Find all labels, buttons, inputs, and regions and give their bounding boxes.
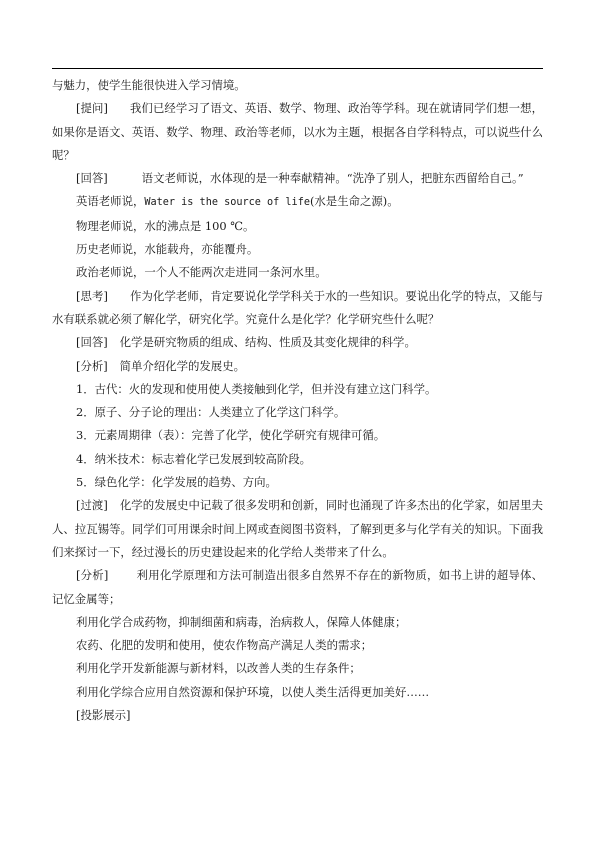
physics-teacher-line: 物理老师说，水的沸点是 100 ℃。 (76, 218, 255, 233)
section-label: [回答] (76, 335, 108, 350)
projection-label (52, 704, 543, 727)
paragraph: 与魅力，使学生能很快进入学习情境。 (52, 78, 246, 92)
history-teacher-line: 历史老师说，水能载舟，亦能覆舟。 (76, 242, 259, 257)
document-body (52, 74, 543, 727)
section-label: [回答] (76, 171, 108, 186)
answer-paragraph: [回答] 语文老师说，水体现的是一种奉献精神。“洗净了别人，把脏东西留给自己。” (76, 171, 524, 186)
list-item: 利用化学合成药物，抑制细菌和病毒，治病救人，保障人体健康； (76, 614, 407, 629)
list-item: 3．元素周期律（表）：完善了化学，使化学研究有规律可循。 (76, 428, 386, 443)
transition-paragraph: [过渡] 化学的发展史中记载了很多发明和创新，同时也涌现了许多杰出的化学家，如居里夫人、拉瓦锡等。同学们可用课余时间上网或查阅图书资料，了解到更多与化学有关的知识。下面我们来探讨一下，经过漫长的历史建设起来的化学给人类带来了什么。 (52, 498, 543, 559)
list-item: 2．原子、分子论的理出：人类建立了化学这门科学。 (76, 405, 346, 420)
list-item: 利用化学开发新能源与新材料，以改善人类的生存条件； (76, 661, 361, 676)
section-label: [提问] (76, 101, 108, 116)
list-item: 利用化学综合应用自然资源和保护环境，以使人类生活得更加美好…… (76, 684, 430, 699)
section-label: [投影展示] (76, 708, 131, 723)
list-item: 4．纳米技术：标志着化学已发展到较高阶段。 (76, 451, 312, 466)
analysis-paragraph: [分析] 利用化学原理和方法可制造出很多自然界不存在的新物质，如书上讲的超导体、记忆金属等； (52, 568, 543, 606)
english-quote: Water is the source of life (144, 197, 310, 209)
section-label: [思考] (76, 288, 108, 303)
section-label: [过渡] (76, 498, 108, 513)
section-label: [分析] (76, 358, 108, 373)
header-rule (52, 68, 543, 69)
list-item: 农药、化肥的发明和使用，使农作物高产满足人类的需求； (76, 638, 373, 653)
list-item: 1．古代：火的发现和使用使人类接触到化学，但并没有建立这门科学。 (76, 381, 437, 396)
section-label: [分析] (76, 568, 109, 583)
politics-teacher-line: 政治老师说，一个人不能两次走进同一条河水里。 (76, 265, 327, 280)
english-teacher-line: 英语老师说，Water is the source of life(水是生命之源)。 (76, 194, 399, 209)
answer-paragraph: [回答] 化学是研究物质的组成、结构、性质及其变化规律的科学。 (76, 335, 416, 350)
thinking-paragraph: [思考] 作为化学老师，肯定要说化学学科关于水的一些知识。要说出化学的特点，又能与水有联系就必须了解化学，研究化学。究竟什么是化学？化学研究些什么呢？ (52, 288, 543, 326)
list-item: 5．绿色化学：化学发展的趋势、方向。 (76, 475, 277, 490)
analysis-paragraph: [分析] 简单介绍化学的发展史。 (76, 358, 245, 373)
question-paragraph: [提问] 我们已经学习了语文、英语、数学、物理、政治等学科。现在就请同学们想一想，如果你是语文、英语、数学、物理、政治等老师，以水为主题，根据各自学科特点，可以说些什么呢？ (52, 101, 543, 162)
